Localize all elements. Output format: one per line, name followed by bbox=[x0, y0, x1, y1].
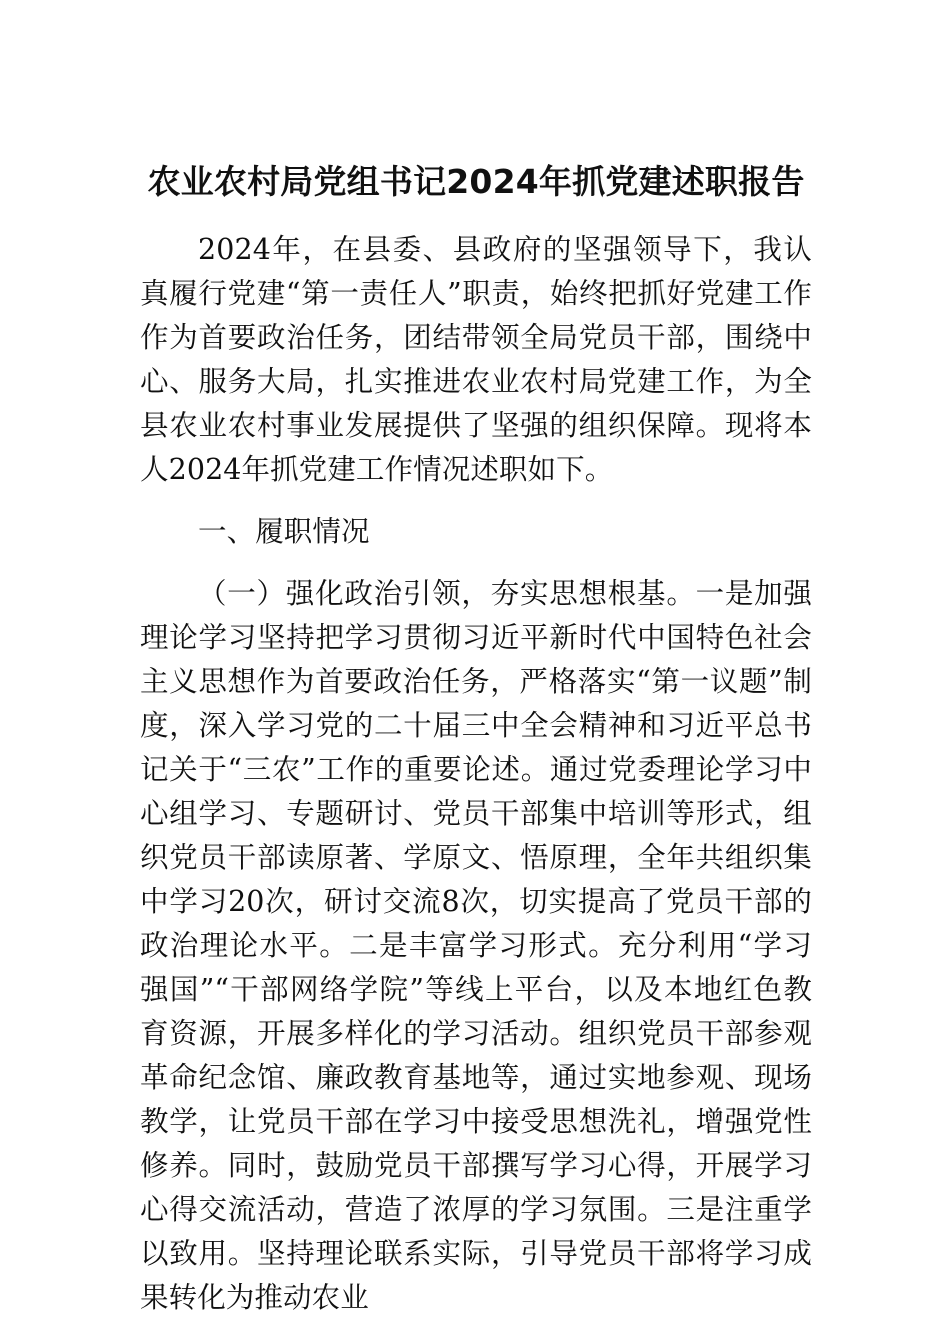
paragraph-opening: 2024年，在县委、县政府的坚强领导下，我认真履行党建“第一责任人”职责，始终把抓好党建工作作为首要政治任务，团结带领全局党员干部，围绕中心、服务大局，扎实推进农业农村局党建工作，为全县农业农村事业发展提供了坚强的组织保障。现将本人2024年抓党建工作情况述职如下。 bbox=[140, 233, 812, 486]
page-title: 农业农村局党组书记2024年抓党建述职报告 bbox=[147, 162, 805, 201]
paragraph-section-1-sub-1: （一）强化政治引领，夯实思想根基。一是加强理论学习坚持把学习贯彻习近平新时代中国特色社会主义思想作为首要政治任务，严格落实“第一议题”制度，深入学习党的二十届三中全会精神和习近平总书记关于“三农”工作的重要论述。通过党委理论学习中心组学习、专题研讨、党员干部集中培训等形式，组织党员干部读原著、学原文、悟原理，全年共组织集中学习20次，研讨交流8次，切实提高了党员干部的政治理论水平。二是丰富学习形式。充分利用“学习强国”“干部网络学院”等线上平台，以及本地红色教育资源，开展多样化的学习活动。组织党员干部参观革命纪念馆、廉政教育基地等，通过实地参观、现场教学，让党员干部在学习中接受思想洗礼，增强党性修养。同时，鼓励党员干部撰写学习心得，开展学习心得交流活动，营造了浓厚的学习氛围。三是注重学以致用。坚持理论联系实际，引导党员干部将学习成果转化为推动农业 bbox=[140, 577, 812, 1314]
document-content bbox=[140, 0, 812, 1320]
section-heading-1: 一、履职情况 bbox=[198, 515, 370, 548]
